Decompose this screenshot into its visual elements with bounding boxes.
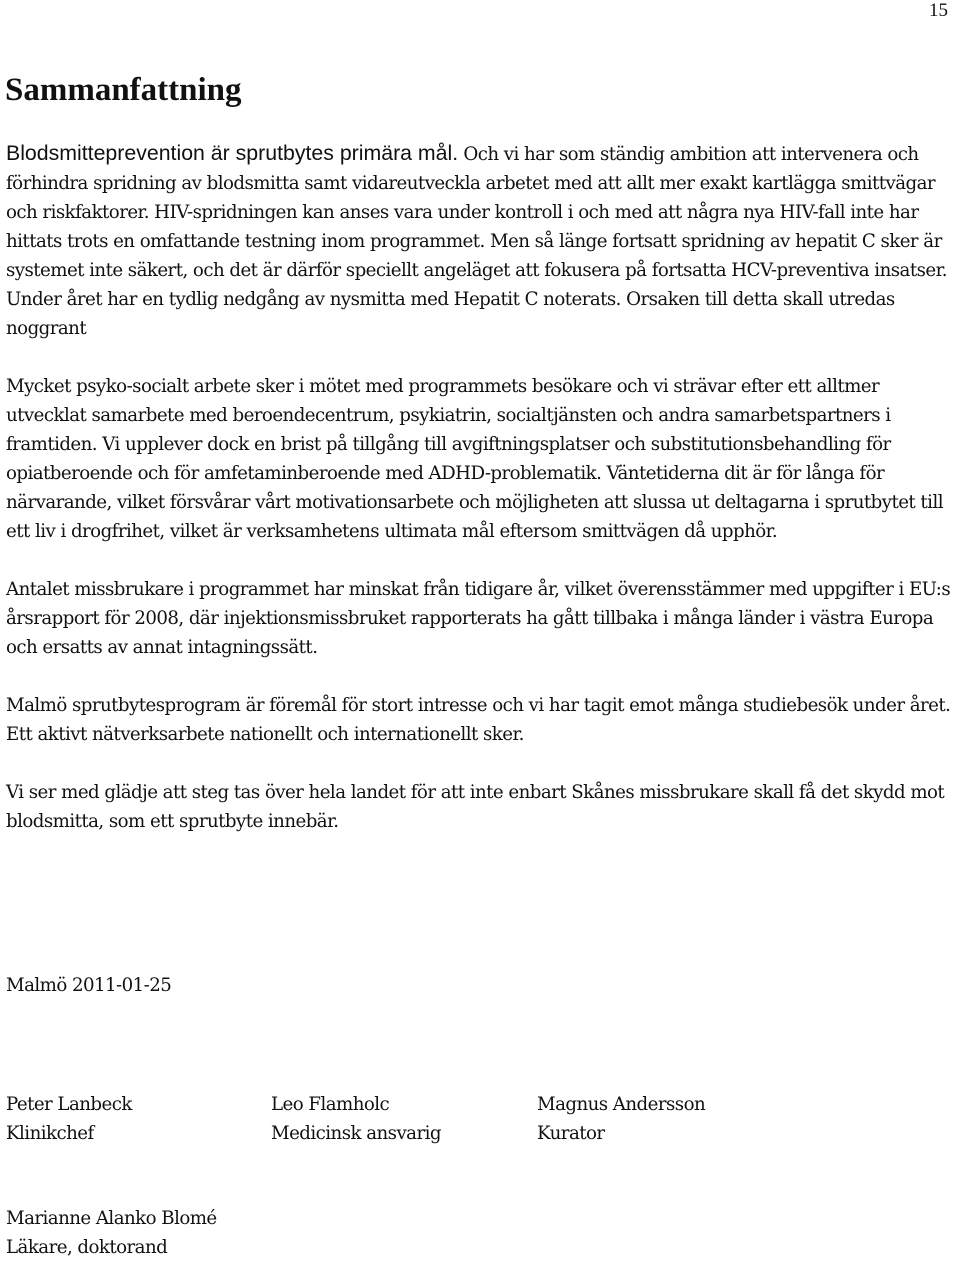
paragraph-4: Malmö sprutbytesprogram är föremål för stort intresse och vi har tagit emot många studiebesök under året. Ett aktivt nätverksarbete nationellt och internationellt sker. [6,695,951,745]
signatory-name: Leo Flamholc [271,1094,390,1115]
signatory-3 [537,1090,705,1148]
page-title: Sammanfattning [5,72,242,108]
paragraph-2: Mycket psyko-socialt arbete sker i mötet med programmets besökare och vi strävar efter ett alltmer utvecklat samarbete med beroendecentrum, psykiatrin, socialtjänsten och andra samarbetspartners i framtiden. Vi upplever dock en brist på tillgång till avgiftningsplatser och substitutionsbehandling för opiatberoende och för amfetaminberoende med ADHD-problematik. Väntetiderna dit är för långa för närvarande, vilket försvårar vårt motivationsarbete och möjligheten att slussa ut deltagarna i sprutbytet till ett liv i drogfrihet, vilket är verksamhetens ultimata mål eftersom smittvägen då upphör. [6,376,943,542]
date-line: Malmö 2011-01-25 [6,975,172,996]
signatory-2 [271,1090,441,1148]
paragraph-5: Vi ser med glädje att steg tas över hela landet för att inte enbart Skånes missbrukare skall få det skydd mot blodsmitta, som ett sprutbyte innebär. [6,782,945,832]
page-number: 15 [929,0,948,21]
signatory-name: Marianne Alanko Blomé [6,1208,217,1229]
paragraph-1-lead: Blodsmitteprevention är sprutbytes primära mål. [6,141,459,165]
paragraph-3: Antalet missbrukare i programmet har minskat från tidigare år, vilket överensstämmer med uppgifter i EU:s årsrapport för 2008, där injektionsmissbruket rapporterats ha gått tillbaka i många länder i västra Europa och ersatts av annat intagningssätt. [6,579,951,658]
signatory-1 [6,1090,132,1148]
signatory-title: Kurator [537,1123,605,1144]
paragraph-1 [6,139,954,343]
signatory-name: Magnus Andersson [537,1094,706,1115]
paragraph-1-text: Och vi har som ständig ambition att intervenera och förhindra spridning av blodsmitta samt vidareutveckla arbetet med att allt mer exakt kartlägga smittvägar och riskfaktorer. HIV-spridningen kan anses vara under kontroll i och med att några nya HIV-fall inte har hittats trots en omfattande testning inom programmet. Men så länge fortsatt spridning av hepatit C sker är systemet inte säkert, och det är därför speciellt angeläget att fokusera på fortsatta HCV-preventiva insatser. Under året har en tydlig nedgång av nysmitta med Hepatit C noterats. Orsaken till detta skall utredas noggrant [6,144,947,339]
signatory-name: Peter Lanbeck [6,1094,132,1115]
signatory-title: Läkare, doktorand [6,1237,168,1258]
signatory-title: Medicinsk ansvarig [271,1123,441,1144]
body-text [6,139,954,865]
signatory-4 [6,1204,217,1262]
signatory-title: Klinikchef [6,1123,94,1144]
